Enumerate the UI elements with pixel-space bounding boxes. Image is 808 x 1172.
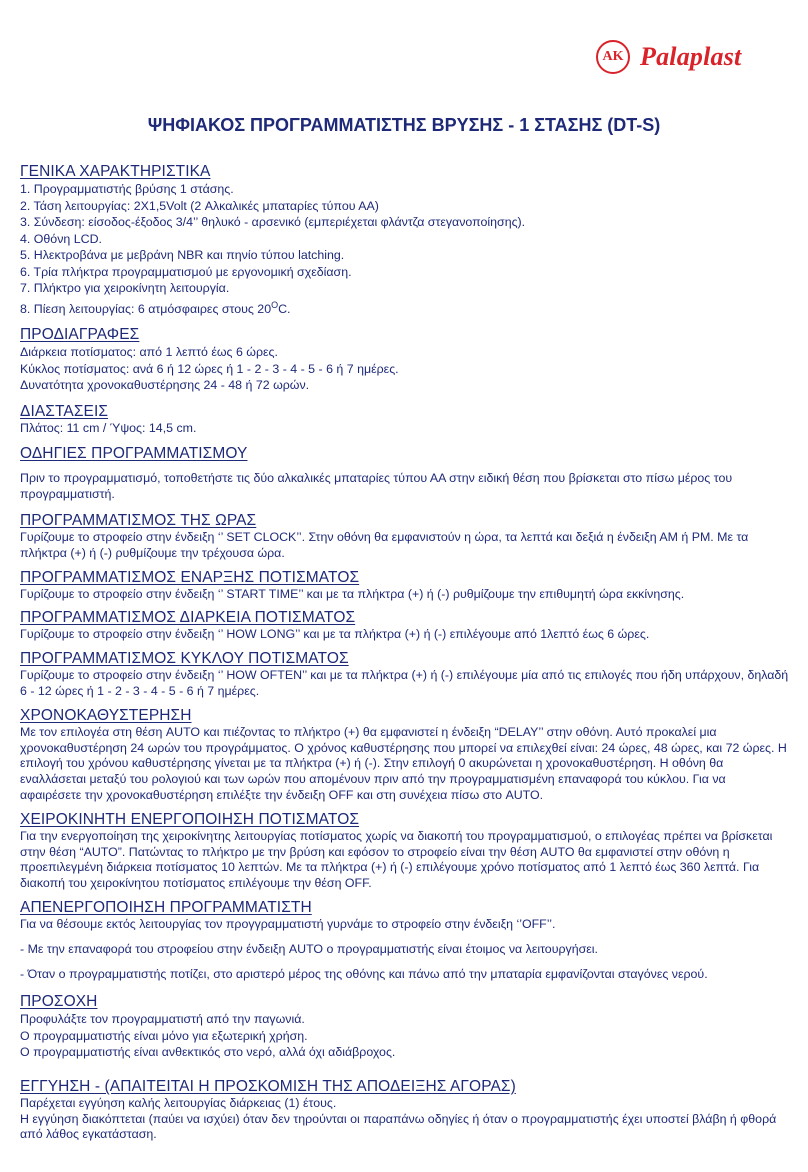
pressure-text: 8. Πίεση λειτουργίας: 6 ατμόσφαιρες στους 20: [20, 301, 272, 316]
list-item: Δυνατότητα χρονοκαθυστέρησης 24 - 48 ή 72 ωρών.: [20, 378, 310, 393]
dimensions-text: Πλάτος: 11 cm / Ύψος: 14,5 cm.: [20, 420, 197, 435]
section-heading: ΕΓΓΥΗΣΗ - (ΑΠΑΙΤΕΙΤΑΙ Η ΠΡΟΣΚΟΜΙΣΗ ΤΗΣ ΑΠΟΔΕΙΞΗΣ ΑΓΟΡΑΣ): [20, 1077, 516, 1095]
logo-mark: AK: [596, 40, 630, 74]
logo-brand-name: Palaplast: [640, 42, 742, 71]
cycle-text: Γυρίζουμε το στροφείο στην ένδειξη ‘’ HOW OFTEN’’ και με τα πλήκτρα (+) ή (-) επιλέγουμε μία από τις επιλογές που ήδη υπάρχουν, δηλαδή 6 - 12 ώρες ή 1 - 2 - 3 - 4 - 5 - 6 ή 7 ημέρες.: [20, 668, 789, 698]
list-item: 5. Ηλεκτροβάνα με μεβράνη NBR και πηνίο τύπου latching.: [20, 248, 345, 262]
degree-mark: O: [271, 299, 279, 310]
deactivate-text: Για να θέσουμε εκτός λειτουργίας τον προγγραμματιστή γυρνάμε το στροφείο στην ένδειξη ‘’OFF’’.: [20, 916, 556, 931]
section-delay: [20, 706, 790, 804]
section-heading: ΧΕΙΡΟΚΙΝΗΤΗ ΕΝΕΡΓΟΠΟΙΗΣΗ ΠΟΤΙΣΜΑΤΟΣ: [20, 810, 360, 828]
list-item: 2. Τάση λειτουργίας: 2X1,5Volt (2 Αλκαλικές μπαταρίες τύπου ΑΑ): [20, 198, 379, 213]
section-heading: ΔΙΑΣΤΑΣΕΙΣ: [20, 402, 109, 420]
document-body: [20, 162, 790, 1143]
section-caution: [20, 992, 790, 1061]
duration-text: Γυρίζουμε το στροφείο στην ένδειξη ‘’ HOW LONG’’ και με τα πλήκτρα (+) ή (-) επιλέγουμε από 1λεπτό έως 6 ώρες.: [20, 627, 650, 642]
list-item: Ο προγραμματιστής είναι ανθεκτικός στο νερό, αλλά όχι αδιάβροχος.: [20, 1045, 396, 1060]
section-clock: [20, 511, 790, 562]
section-heading: ΠΡΟΓΡΑΜΜΑΤΙΣΜΟΣ ΚΥΚΛΟΥ ΠΟΤΙΣΜΑΤΟΣ: [20, 650, 349, 668]
section-heading: ΟΔΗΓΙΕΣ ΠΡΟΓΡΑΜΜΑΤΙΣΜΟΥ: [20, 445, 248, 463]
warranty-text: Παρέχεται εγγύηση καλής λειτουργίας διάρκειας (1) έτους.: [20, 1095, 337, 1110]
list-item: Κύκλος ποτίσματος: ανά 6 ή 12 ώρες ή 1 - 2 - 3 - 4 - 5 - 6 ή 7 ημέρες.: [20, 361, 399, 376]
section-cycle: [20, 649, 790, 700]
list-item: [20, 297, 790, 318]
caution-list: [20, 1011, 790, 1061]
instructions-text: Πριν το προγραμματισμό, τοποθετήστε τις δύο αλκαλικές μπαταρίες τύπου ΑΑ στην ειδική θέση που βρίσκεται στο πίσω μέρος του προγραμματιστή.: [20, 471, 733, 502]
section-start: [20, 568, 790, 603]
feature-list: [20, 181, 790, 317]
section-manual: [20, 810, 790, 892]
section-dimensions: [20, 402, 790, 437]
section-deactivate: [20, 898, 790, 982]
list-item: Ο προγραμματιστής είναι μόνο για εξωτερική χρήση.: [20, 1028, 308, 1043]
list-item: Διάρκεια ποτίσματος: από 1 λεπτό έως 6 ώρες.: [20, 345, 278, 360]
section-heading: ΓΕΝΙΚΑ ΧΑΡΑΚΤΗΡΙΣΤΙΚΑ: [20, 163, 211, 180]
section-heading: ΠΡΟΓΡΑΜΜΑΤΙΣΜΟΣ ΔΙΑΡΚΕΙΑ ΠΟΤΙΣΜΑΤΟΣ: [20, 609, 356, 627]
section-warranty: [20, 1077, 790, 1143]
start-text: Γυρίζουμε το στροφείο στην ένδειξη ‘’ START TIME’’ και με τα πλήκτρα (+) ή (-) ρυθμίζουμε την επιθυμητή ώρα εκκίνησης.: [20, 586, 685, 601]
list-item: Προφυλάξτε τον προγραμματιστή από την παγωνιά.: [20, 1012, 305, 1027]
clock-text: Γυρίζουμε το στροφείο στην ένδειξη ‘’ SET CLOCK’’. Στην οθόνη θα εμφανιστούν η ώρα, τα λεπτά και δεξιά η ένδειξη ΑΜ ή ΡΜ. Με τα πλήκτρα (+) ή (-) ρυθμίζουμε την τρέχουσα ώρα.: [20, 530, 749, 560]
pressure-unit: C.: [278, 301, 291, 316]
section-heading: ΠΡΟΓΡΑΜΜΑΤΙΣΜΟΣ ΕΝΑΡΞΗΣ ΠΟΤΙΣΜΑΤΟΣ: [20, 568, 360, 586]
brand-logo: [596, 40, 796, 80]
list-item: 7. Πλήκτρο για χειροκίνητη λειτουργία.: [20, 281, 230, 295]
specs-list: [20, 344, 790, 394]
section-heading: ΧΡΟΝΟΚΑΘΥΣΤΕΡΗΣΗ: [20, 706, 192, 724]
section-heading: ΠΡΟΔΙΑΓΡΑΦΕΣ: [20, 326, 140, 344]
list-item: 4. Οθόνη LCD.: [20, 231, 102, 246]
warranty-conditions: Η εγγύηση διακόπτεται (παύει να ισχύει) όταν δεν τηρούνται οι παραπάνω οδηγίες ή όταν ο προγραμματιστής έχει υποστεί βλάβη ή φθορά από λάθος εγκατάσταση.: [20, 1111, 777, 1142]
list-item: 1. Προγραμματιστής βρύσης 1 στάσης.: [20, 182, 234, 196]
section-heading: ΑΠΕΝΕΡΓΟΠΟΙΗΣΗ ΠΡΟΓΡΑΜΜΑΤΙΣΤΗ: [20, 898, 312, 916]
section-specs: [20, 325, 790, 394]
section-general: [20, 162, 790, 317]
list-item: 6. Τρία πλήκτρα προγραμματισμού με εργονομική σχεδίαση.: [20, 264, 352, 279]
list-item: 3. Σύνδεση: είσοδος-έξοδος 3/4’’ θηλυκό - αρσενικό (εμπεριέχεται φλάντζα στεγανοποίησης).: [20, 215, 526, 229]
manual-text: Για την ενεργοποίηση της χειροκίνητης λειτουργίας ποτίσματος χωρίς να διακοπή του προγραμματισμού, ο επιλογέας πρέπει να βρίσκεται στην θέση “AUTO”. Πατώντας το πλήκτρο με την βρύση και εφόσον το στροφείο είναι την θέση AUTO θα εμφανιστεί στην οθόνη η προεπιλεγμένη διάρκεια ποτίσματος 10 λεπτών. Με τα πλήκτρα (+) ή (-) επιλέγουμε χρόνο ποτίσματος από 1 λεπτό έως 360 λεπτά. Για διακοπή του χειροκίνητου ποτίσματος επιλέγουμε την θέση OFF.: [20, 828, 773, 891]
section-heading: ΠΡΟΣΟΧΗ: [20, 993, 98, 1011]
section-duration: [20, 608, 790, 643]
document-title: ΨΗΦΙΑΚΟΣ ΠΡΟΓΡΑΜΜΑΤΙΣΤΗΣ ΒΡΥΣΗΣ - 1 ΣΤΑΣΗΣ (DT-S): [147, 115, 661, 135]
delay-text: Με τον επιλογέα στη θέση AUTO και πιέζοντας το πλήκτρο (+) θα εμφανιστεί η ένδειξη “DELAY’’ στην οθόνη. Αυτό προκαλεί μια χρονοκαθυστέρηση 24 ωρών του προγράμματος. Ο χρόνος καθυστέρησης που μπορεί να επιλεχθεί είναι: 24 ώρες, 48 ώρες, και 72 ώρες. Η επιλογή του χρόνου καθυστέρησης γίνεται με τα πλήκτρα (+) ή (-). Στην επιλογή 0 ακυρώνεται η χρονοκαθυστέρηση. Η οθόνη θα εναλλάσεται μεταξύ του ρολογιού και των ωρών που απομένουν πριν από την προγραμματισμένη επαναφορά του κύκλου. Για να αφαιρέσετε την χρονοκαθυστέρηση επιλέξτε την ένδειξη OFF και στη συνέχεια πίσω στο AUTO.: [20, 724, 787, 802]
section-instructions: [20, 444, 790, 503]
deactivate-note: - Με την επαναφορά του στροφείου στην ένδειξη AUTO ο προγραμματιστής είναι έτοιμος να λειτουργήσει.: [20, 941, 598, 956]
deactivate-note: - Όταν ο προγραμματιστής ποτίζει, στο αριστερό μέρος της οθόνης και πάνω από την μπαταρία εμφανίζονται σταγόνες νερού.: [20, 966, 708, 981]
section-heading: ΠΡΟΓΡΑΜΜΑΤΙΣΜΟΣ ΤΗΣ ΩΡΑΣ: [20, 512, 257, 530]
